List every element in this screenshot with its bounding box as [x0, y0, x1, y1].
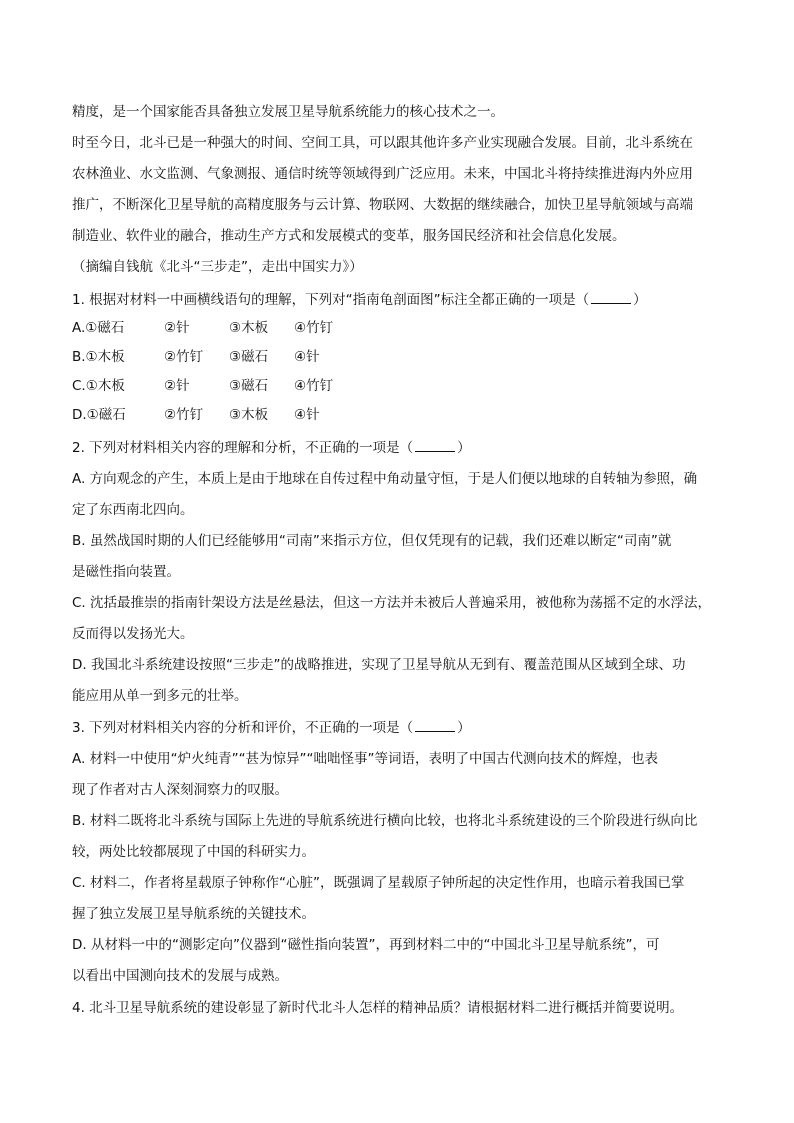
- option-line: 握了独立发展卫星导航系统的关键技术。: [72, 906, 315, 922]
- question-3: [72, 713, 732, 992]
- option-label: A.①磁石: [72, 320, 125, 336]
- option-line: D. 从材料一中的“测影定向”仪器到“磁性指向装置”，再到材料二中的“中国北斗卫星导航系统”，可: [72, 937, 660, 953]
- option-line: 较，两处比较都展现了中国的科研实力。: [72, 844, 315, 860]
- option-row: [0, 343, 794, 372]
- option-line: D. 我国北斗系统建设按照“三步走”的战略推进，实现了卫星导航从无到有、覆盖范围从区域到全球、功: [72, 657, 686, 673]
- answer-blank[interactable]: [591, 289, 631, 304]
- option-row: [0, 314, 794, 343]
- passage-intro: [72, 97, 732, 280]
- option-label: D.①磁石: [72, 407, 126, 423]
- answer-blank[interactable]: [415, 717, 455, 732]
- option-label: ②竹钉: [164, 407, 204, 423]
- option-line: B. 材料二既将北斗系统与国际上先进的导航系统进行横向比较，也将北斗系统建设的三个阶段进行纵向比: [72, 813, 698, 829]
- option-row: [0, 372, 794, 401]
- option-line: A. 材料一中使用“炉火纯青”“甚为惊异”“咄咄怪事”等词语，表明了中国古代测向技术的辉煌，也表: [72, 751, 659, 767]
- option-label: ②竹钉: [164, 349, 204, 365]
- question-1-stem: 1. 根据对材料一中画横线语句的理解，下列对“指南龟剖面图”标注全都正确的一项是（ ）: [72, 285, 732, 314]
- option-line: 是磁性指向装置。: [72, 564, 180, 580]
- question-4-stem: 4. 北斗卫星导航系统的建设彰显了新时代北斗人怎样的精神品质？请根据材料二进行概括并简要说明。: [72, 1000, 684, 1016]
- option-label: ④针: [294, 349, 320, 365]
- option-label: C.①木板: [72, 378, 125, 394]
- option-line: 定了东西南北四向。: [72, 502, 194, 518]
- option-line: 能应用从单一到多元的壮举。: [72, 688, 248, 704]
- answer-blank[interactable]: [415, 437, 455, 452]
- option-line: C. 沈括最推崇的指南针架设方法是丝悬法，但这一方法并未被后人普遍采用，被他称为荡摇不定的水浮法，: [72, 595, 712, 611]
- option-line: 反而得以发扬光大。: [72, 626, 194, 642]
- passage-line: 制造业、软件业的融合，推动生产方式和发展模式的变革，服务国民经济和社会信息化发展。: [72, 228, 626, 244]
- question-1: [72, 285, 732, 314]
- question-4: [72, 993, 732, 1024]
- passage-line: 推广，不断深化卫星导航的高精度服务与云计算、物联网、大数据的继续融合，加快卫星导航领域与高端: [72, 197, 693, 213]
- question-2: [72, 433, 732, 712]
- question-3-stem: 3. 下列对材料相关内容的分析和评价，不正确的一项是（ ）: [72, 713, 732, 744]
- passage-line: 时至今日，北斗已是一种强大的时间、空间工具，可以跟其他许多产业实现融合发展。目前，北斗系统在: [72, 135, 693, 151]
- option-label: ③木板: [229, 407, 269, 423]
- option-row: [0, 401, 794, 430]
- passage-source: （摘编自钱航《北斗“三步走”，走出中国实力》）: [72, 259, 363, 275]
- option-line: B. 虽然战国时期的人们已经能够用“司南”来指示方位，但仅凭现有的记载，我们还难以断定“司南”就: [72, 533, 672, 549]
- passage-line: 农林渔业、水文监测、气象测报、通信时统等领域得到广泛应用。未来，中国北斗将持续推进海内外应用: [72, 166, 693, 182]
- question-2-stem: 2. 下列对材料相关内容的理解和分析，不正确的一项是（ ）: [72, 433, 732, 464]
- option-label: ④竹钉: [294, 378, 334, 394]
- option-line: A. 方向观念的产生，本质上是由于地球在自传过程中角动量守恒，于是人们便以地球的自转轴为参照，确: [72, 471, 698, 487]
- option-label: ③木板: [229, 320, 269, 336]
- option-label: ③磁石: [229, 378, 269, 394]
- option-label: ④竹钉: [294, 320, 334, 336]
- question-1-options: [0, 314, 794, 430]
- option-label: B.①木板: [72, 349, 125, 365]
- option-label: ③磁石: [229, 349, 269, 365]
- option-label: ②针: [164, 320, 190, 336]
- option-line: C. 材料二，作者将星载原子钟称作“心脏”，既强调了星载原子钟所起的决定性作用，也暗示着我国已掌: [72, 875, 685, 891]
- option-label: ②针: [164, 378, 190, 394]
- option-line: 以看出中国测向技术的发展与成熟。: [72, 968, 288, 984]
- option-line: 现了作者对古人深刻洞察力的叹服。: [72, 782, 288, 798]
- passage-line: 精度，是一个国家能否具备独立发展卫星导航系统能力的核心技术之一。: [72, 104, 504, 120]
- option-label: ④针: [294, 407, 320, 423]
